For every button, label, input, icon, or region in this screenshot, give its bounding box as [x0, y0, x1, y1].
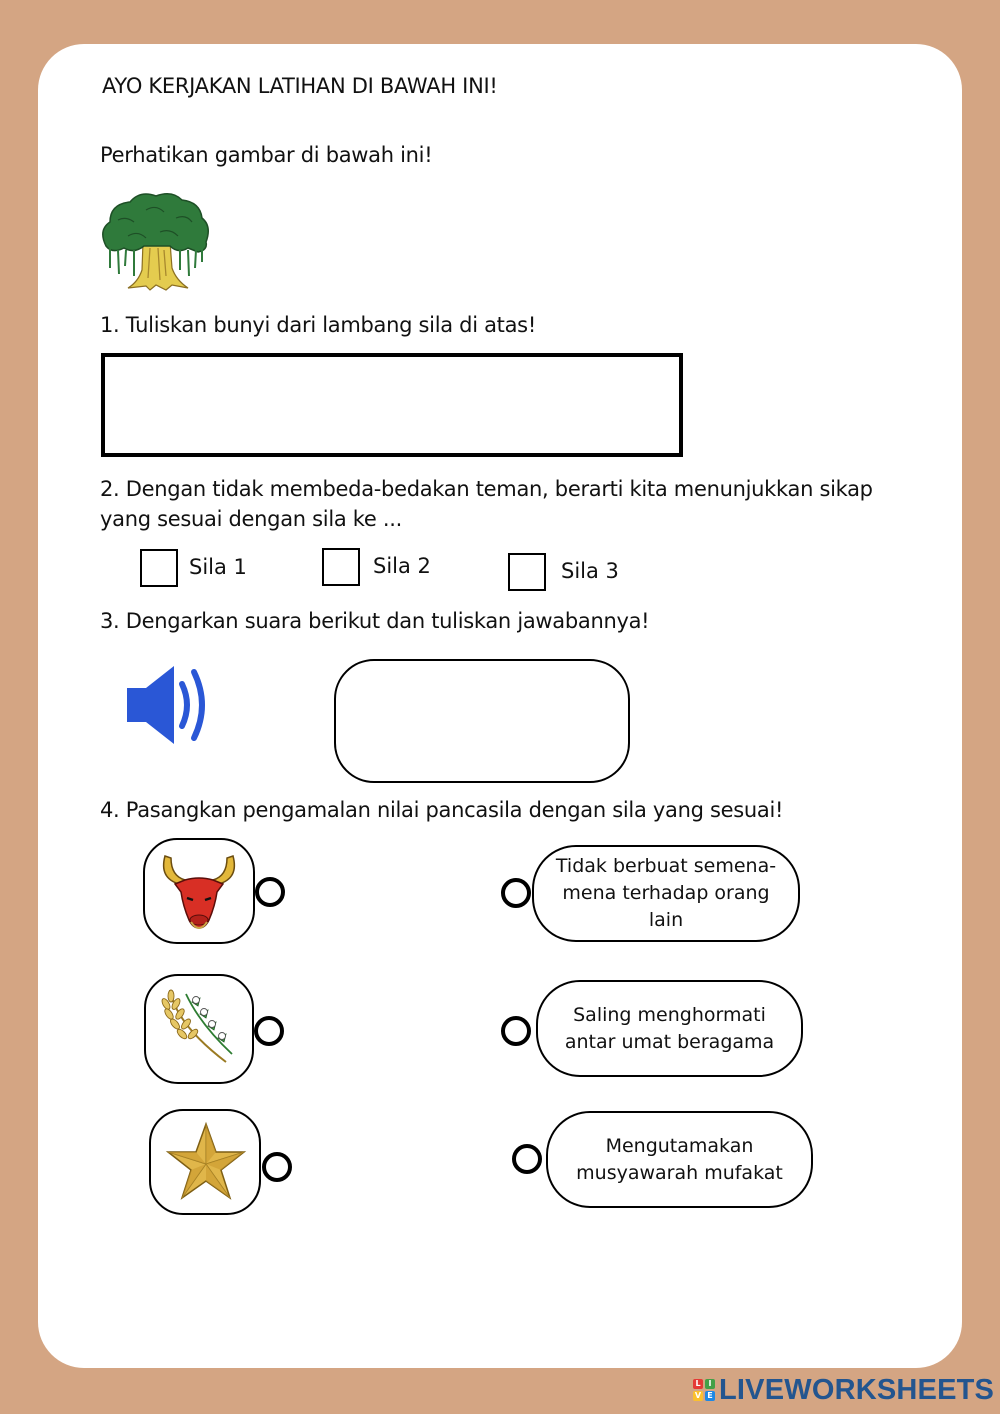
symbol-3-connector[interactable] [262, 1152, 292, 1182]
sila-2-label: Sila 2 [373, 554, 431, 578]
instruction-text: Perhatikan gambar di bawah ini! [100, 143, 433, 167]
badge-letter-i: I [705, 1379, 715, 1389]
statement-1-pill [532, 845, 800, 942]
question-3-text: 3. Dengarkan suara berikut dan tuliskan jawabannya! [100, 609, 650, 633]
speaker-icon[interactable] [124, 660, 214, 750]
star-icon [164, 1120, 248, 1204]
statement-1-text: Tidak berbuat semena-mena terhadap orang lain [555, 855, 777, 931]
live-badge-icon [693, 1379, 715, 1401]
question-1-text: 1. Tuliskan bunyi dari lambang sila di atas! [100, 313, 536, 337]
liveworksheets-logo [693, 1375, 994, 1405]
sila-1-label: Sila 1 [189, 555, 247, 579]
badge-letter-v: V [694, 1391, 702, 1400]
sila-3-checkbox[interactable] [508, 553, 546, 591]
banyan-tree-icon [98, 190, 212, 294]
statement-3-pill [546, 1111, 813, 1208]
question-2-text-cont: yang sesuai dengan sila ke ... [100, 507, 403, 531]
sila-2-checkbox[interactable] [322, 548, 360, 586]
statement-2-pill [536, 980, 803, 1077]
q1-answer-box[interactable] [101, 353, 683, 457]
statement-1-connector[interactable] [501, 878, 531, 908]
liveworksheets-wordmark: LIVEWORKSHEETS [719, 1373, 995, 1406]
statement-2-text: Saling menghormati antar umat beragama [564, 1003, 775, 1053]
bull-head-icon [155, 848, 243, 936]
statement-3-text: Mengutamakan musyawarah mufakat [576, 1134, 783, 1184]
symbol-2-connector[interactable] [254, 1016, 284, 1046]
question-4-text: 4. Pasangkan pengamalan nilai pancasila dengan sila yang sesuai! [100, 798, 784, 822]
q3-answer-box[interactable] [334, 659, 630, 783]
sila-1-checkbox[interactable] [140, 549, 178, 587]
badge-letter-e: E [705, 1391, 715, 1401]
question-2-text: 2. Dengan tidak membeda-bedakan teman, berarti kita menunjukkan sikap [100, 477, 873, 501]
statement-3-connector[interactable] [512, 1144, 542, 1174]
badge-letter-l: L [693, 1379, 703, 1389]
symbol-1-connector[interactable] [255, 877, 285, 907]
statement-2-connector[interactable] [501, 1016, 531, 1046]
rice-cotton-icon [156, 984, 242, 1070]
sila-3-label: Sila 3 [561, 559, 619, 583]
worksheet-title: AYO KERJAKAN LATIHAN DI BAWAH INI! [102, 74, 498, 98]
